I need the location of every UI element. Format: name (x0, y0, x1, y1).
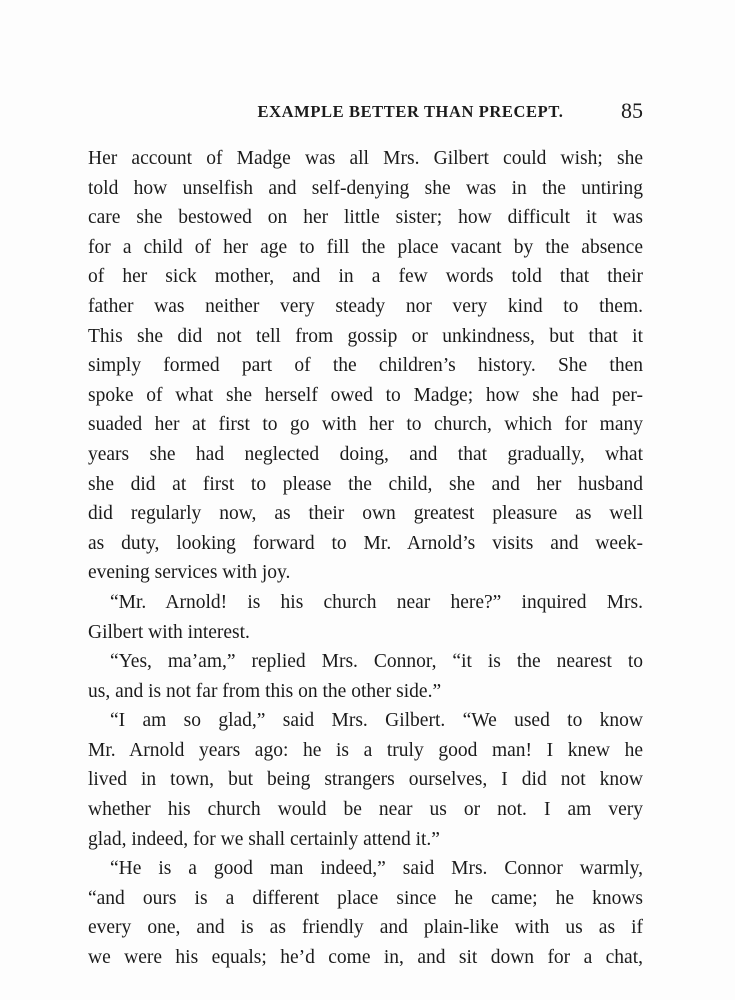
text-line: told how unselfish and self-denying she was in the untiring (88, 177, 643, 199)
text-line: as duty, looking forward to Mr. Arnold’s visits and week- (88, 532, 643, 554)
text-line: suaded her at first to go with her to church, which for many (88, 414, 643, 436)
text-line: spoke of what she herself owed to Madge; how she had per- (88, 384, 643, 406)
text-line: Her account of Madge was all Mrs. Gilbert could wish; she (88, 148, 643, 169)
text-line: glad, indeed, for we shall certainly attend it.” (88, 828, 440, 850)
running-head (88, 100, 643, 128)
text-line: she did at first to please the child, she and her husband (88, 473, 643, 495)
text-line: Mr. Arnold years ago: he is a truly good man! I knew he (88, 739, 643, 761)
text-line: “Mr. Arnold! is his church near here?” inquired Mrs. (110, 591, 643, 613)
text-line: lived in town, but being strangers ourselves, I did not know (88, 769, 643, 791)
text-line: of her sick mother, and in a few words told that their (88, 266, 643, 288)
text-line: “and ours is a different place since he came; he knows (88, 887, 643, 909)
text-line: “He is a good man indeed,” said Mrs. Connor warmly, (110, 858, 643, 880)
paragraph-3 (88, 647, 643, 706)
text-line: This she did not tell from gossip or unkindness, but that it (88, 325, 643, 347)
text-line: care she bestowed on her little sister; how difficult it was (88, 207, 643, 229)
text-line: Gilbert with interest. (88, 621, 250, 643)
paragraph-1 (88, 144, 643, 588)
text-line: evening services with joy. (88, 562, 291, 584)
body-text (88, 144, 643, 973)
text-line: father was neither very steady nor very kind to them. (88, 295, 643, 317)
text-line: simply formed part of the children’s history. She then (88, 355, 643, 377)
text-line: we were his equals; he’d come in, and sit down for a chat, (88, 947, 643, 969)
paragraph-5 (88, 854, 643, 972)
text-line: every one, and is as friendly and plain-like with us as if (88, 917, 643, 939)
text-line: “Yes, ma’am,” replied Mrs. Connor, “it is the nearest to (110, 651, 643, 673)
page-number: 85 (621, 98, 643, 123)
paragraph-2 (88, 588, 643, 647)
text-line: whether his church would be near us or not. I am very (88, 799, 643, 821)
text-line: years she had neglected doing, and that gradually, what (88, 443, 643, 465)
text-line: did regularly now, as their own greatest pleasure as well (88, 503, 643, 525)
text-line: us, and is not far from this on the other side.” (88, 680, 442, 702)
running-title: EXAMPLE BETTER THAN PRECEPT. (257, 102, 564, 121)
text-line: for a child of her age to fill the place vacant by the absence (88, 236, 643, 258)
text-line: “I am so glad,” said Mrs. Gilbert. “We used to know (110, 710, 643, 732)
paragraph-4 (88, 706, 643, 854)
